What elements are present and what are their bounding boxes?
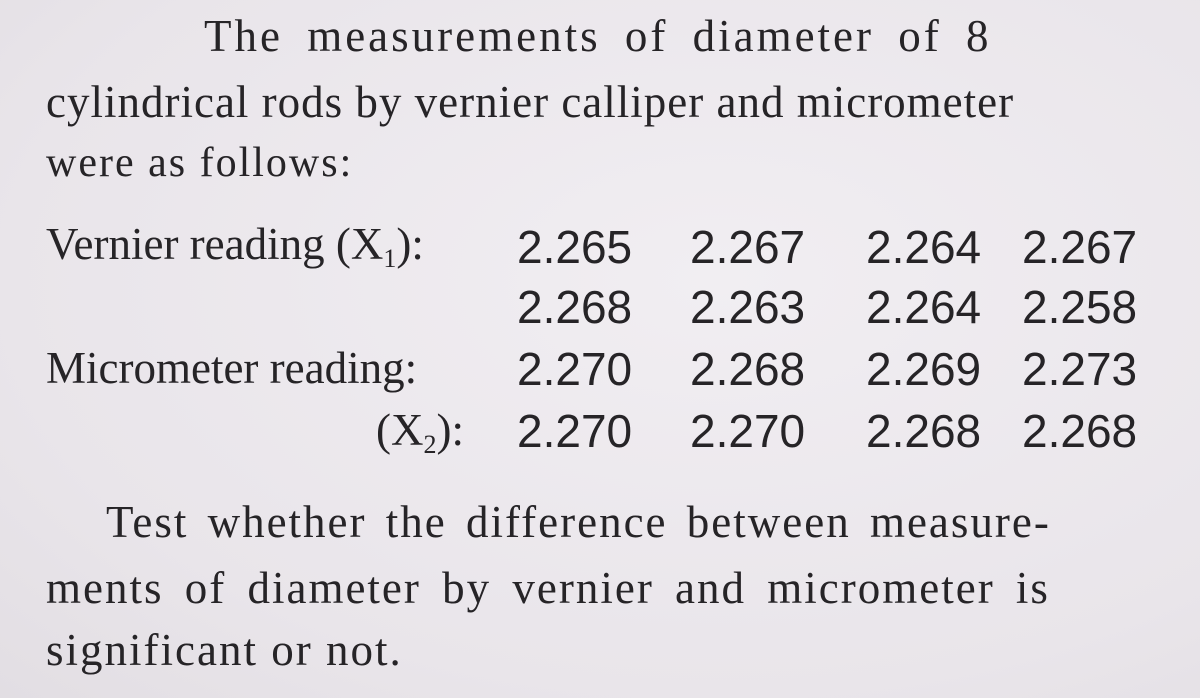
intro-line-1: The measurements of diameter of 8 [204, 11, 992, 61]
vernier-label-subscript: 1 [383, 244, 397, 273]
intro-line-2: cylindrical rods by vernier calliper and micrometer [46, 77, 1015, 127]
micrometer-value: 2.268 [1022, 405, 1138, 457]
question-line-3: significant or not. [46, 625, 403, 675]
vernier-value: 2.265 [517, 221, 633, 273]
micrometer-value: 2.270 [517, 405, 633, 457]
micrometer-value: 2.273 [1022, 343, 1138, 395]
question-line-2: ments of diameter by vernier and micrometer is [46, 563, 1050, 613]
vernier-value: 2.264 [866, 281, 982, 333]
micrometer-value: 2.268 [866, 405, 982, 457]
vernier-value: 2.264 [866, 221, 982, 273]
micrometer-value: 2.269 [866, 343, 982, 395]
vernier-value: 2.267 [690, 221, 806, 273]
vernier-value: 2.267 [1022, 221, 1138, 273]
micrometer-value: 2.270 [517, 343, 633, 395]
micrometer-variable [376, 405, 464, 459]
micrometer-variable-end: ): [436, 405, 464, 455]
micrometer-variable-subscript: 2 [423, 430, 437, 459]
micrometer-label: Micrometer reading: [46, 343, 418, 393]
vernier-value: 2.258 [1022, 281, 1138, 333]
vernier-label-end: ): [396, 219, 424, 269]
vernier-label-text: Vernier reading (X [46, 219, 384, 269]
intro-line-3: were as follows: [46, 140, 354, 186]
vernier-value: 2.268 [517, 281, 633, 333]
micrometer-variable-text: (X [376, 405, 424, 455]
question-line-1: Test whether the difference between measure- [106, 497, 1051, 547]
micrometer-value: 2.270 [690, 405, 806, 457]
vernier-value: 2.263 [690, 281, 806, 333]
vernier-label [46, 219, 424, 273]
micrometer-value: 2.268 [690, 343, 806, 395]
